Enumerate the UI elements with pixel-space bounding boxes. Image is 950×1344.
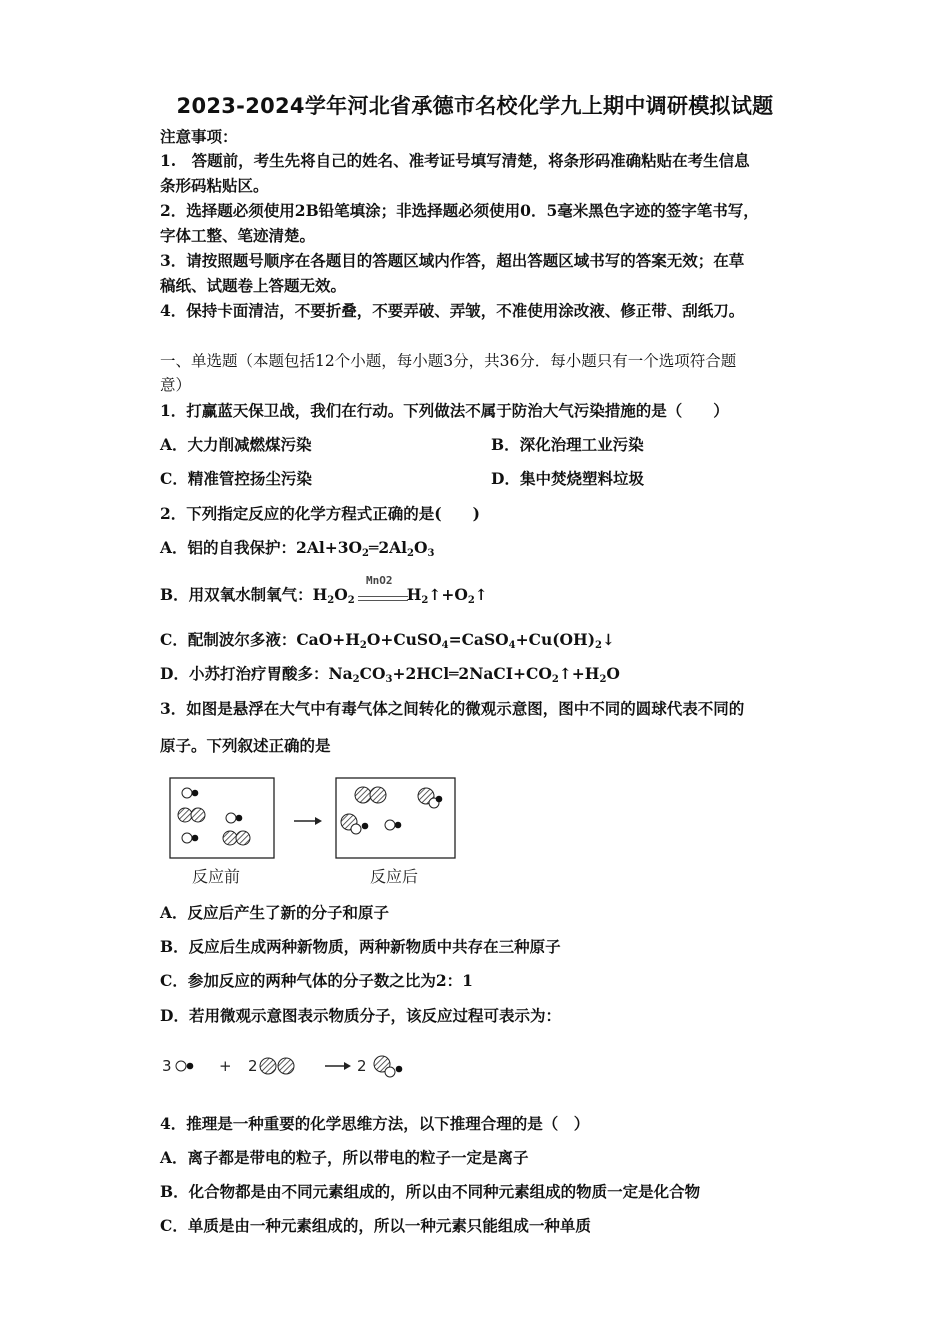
eq-plus: + xyxy=(219,1057,232,1075)
notice-line: 3．请按照题号顺序在各题目的答题区域内作答，超出答题区域书写的答案无效；在草 xyxy=(160,251,745,270)
formula: $H_2O_2$ $H_2↑+O_2↑$ xyxy=(312,585,488,606)
option-label: A．铝的自我保护： xyxy=(160,538,297,557)
q3-option-a: A．反应后产生了新的分子和原子 xyxy=(160,903,390,922)
before-label: 反应前 xyxy=(192,867,241,886)
q3-equation-diagram xyxy=(160,1048,420,1088)
q2-option-b xyxy=(160,574,800,606)
notice-line: 1. 答题前，考生先将自己的姓名、准考证号填写清楚，将条形码准确粘贴在考生信息 xyxy=(160,151,750,170)
formula: $CaO+H_2O+CuSO_4=CaSO_4+Cu(OH)_2↓$ xyxy=(296,630,616,651)
eq-coefficient: 2 xyxy=(357,1057,367,1075)
formula: $Na_2CO_3+2HCl═2NaCI+CO_2↑+H_2O$ xyxy=(328,664,620,685)
notice-line: 字体工整、笔迹清楚。 xyxy=(160,226,316,245)
q1-option-c: C．精准管控扬尘污染 xyxy=(160,469,312,488)
q3-reaction-diagram xyxy=(160,770,470,890)
catalyst-label: MnO2 xyxy=(366,574,393,587)
q2-stem: 2．下列指定反应的化学方程式正确的是( ) xyxy=(160,504,480,523)
exam-title: 2023-2024学年河北省承德市名校化学九上期中调研模拟试题 xyxy=(176,94,774,118)
q3-stem: 3．如图是悬浮在大气中有毒气体之间转化的微观示意图，图中不同的圆球代表不同的 xyxy=(160,699,745,718)
reaction-bar xyxy=(358,596,408,601)
notice-line: 稿纸、试题卷上答题无效。 xyxy=(160,276,347,295)
q2-option-a xyxy=(160,537,800,559)
after-molecules xyxy=(341,787,442,834)
formula: $2Al+3O_2═2Al_2O_3$ xyxy=(296,538,435,559)
q2-option-d xyxy=(160,663,800,685)
q1-stem: 1．打赢蓝天保卫战，我们在行动。下列做法不属于防治大气污染措施的是（ ） xyxy=(160,401,729,420)
after-label: 反应后 xyxy=(370,867,419,886)
eq-coefficient: 3 xyxy=(162,1057,172,1075)
q1-options-row2 xyxy=(160,468,800,490)
q3-option-b: B．反应后生成两种新物质，两种新物质中共存在三种原子 xyxy=(160,937,561,956)
reaction-arrow xyxy=(294,817,322,825)
option-label: C．配制波尔多液： xyxy=(160,630,297,649)
q3-stem-cont: 原子。下列叙述正确的是 xyxy=(160,736,331,755)
q2-option-c xyxy=(160,629,800,651)
notice-line: 2．选择题必须使用2B铅笔填涂；非选择题必须使用0．5毫米黑色字迹的签字笔书写， xyxy=(160,201,759,220)
q4-option-c: C．单质是由一种元素组成的，所以一种元素只能组成一种单质 xyxy=(160,1216,591,1235)
section-heading-cont: 意） xyxy=(160,376,192,394)
eq-coefficient: 2 xyxy=(248,1057,258,1075)
section-heading: 一、单选题（本题包括12个小题，每小题3分，共36分．每小题只有一个选项符合题 xyxy=(160,352,737,370)
q1-option-d: D．集中焚烧塑料垃圾 xyxy=(491,469,644,488)
q4-stem: 4．推理是一种重要的化学思维方法，以下推理合理的是（ ） xyxy=(160,1114,590,1133)
q3-option-d: D．若用微观示意图表示物质分子，该反应过程可表示为： xyxy=(160,1006,561,1025)
before-molecules xyxy=(178,788,250,845)
option-label: D．小苏打治疗胃酸多： xyxy=(160,664,329,683)
notice-line: 4．保持卡面清洁，不要折叠，不要弄破、弄皱，不准使用涂改液、修正带、刮纸刀。 xyxy=(160,301,745,320)
q4-option-a: A．离子都是带电的粒子，所以带电的粒子一定是离子 xyxy=(160,1148,529,1167)
notice-heading: 注意事项： xyxy=(160,127,238,146)
notice-line: 条形码粘贴区。 xyxy=(160,176,269,195)
q3-option-c: C．参加反应的两种气体的分子数之比为2：1 xyxy=(160,971,473,990)
q1-option-a: A．大力削减燃煤污染 xyxy=(160,435,312,454)
q4-option-b: B．化合物都是由不同元素组成的，所以由不同种元素组成的物质一定是化合物 xyxy=(160,1182,701,1201)
q1-option-b: B．深化治理工业污染 xyxy=(491,435,644,454)
option-label: B．用双氧水制氧气： xyxy=(160,585,313,604)
q1-options-row1 xyxy=(160,434,800,456)
